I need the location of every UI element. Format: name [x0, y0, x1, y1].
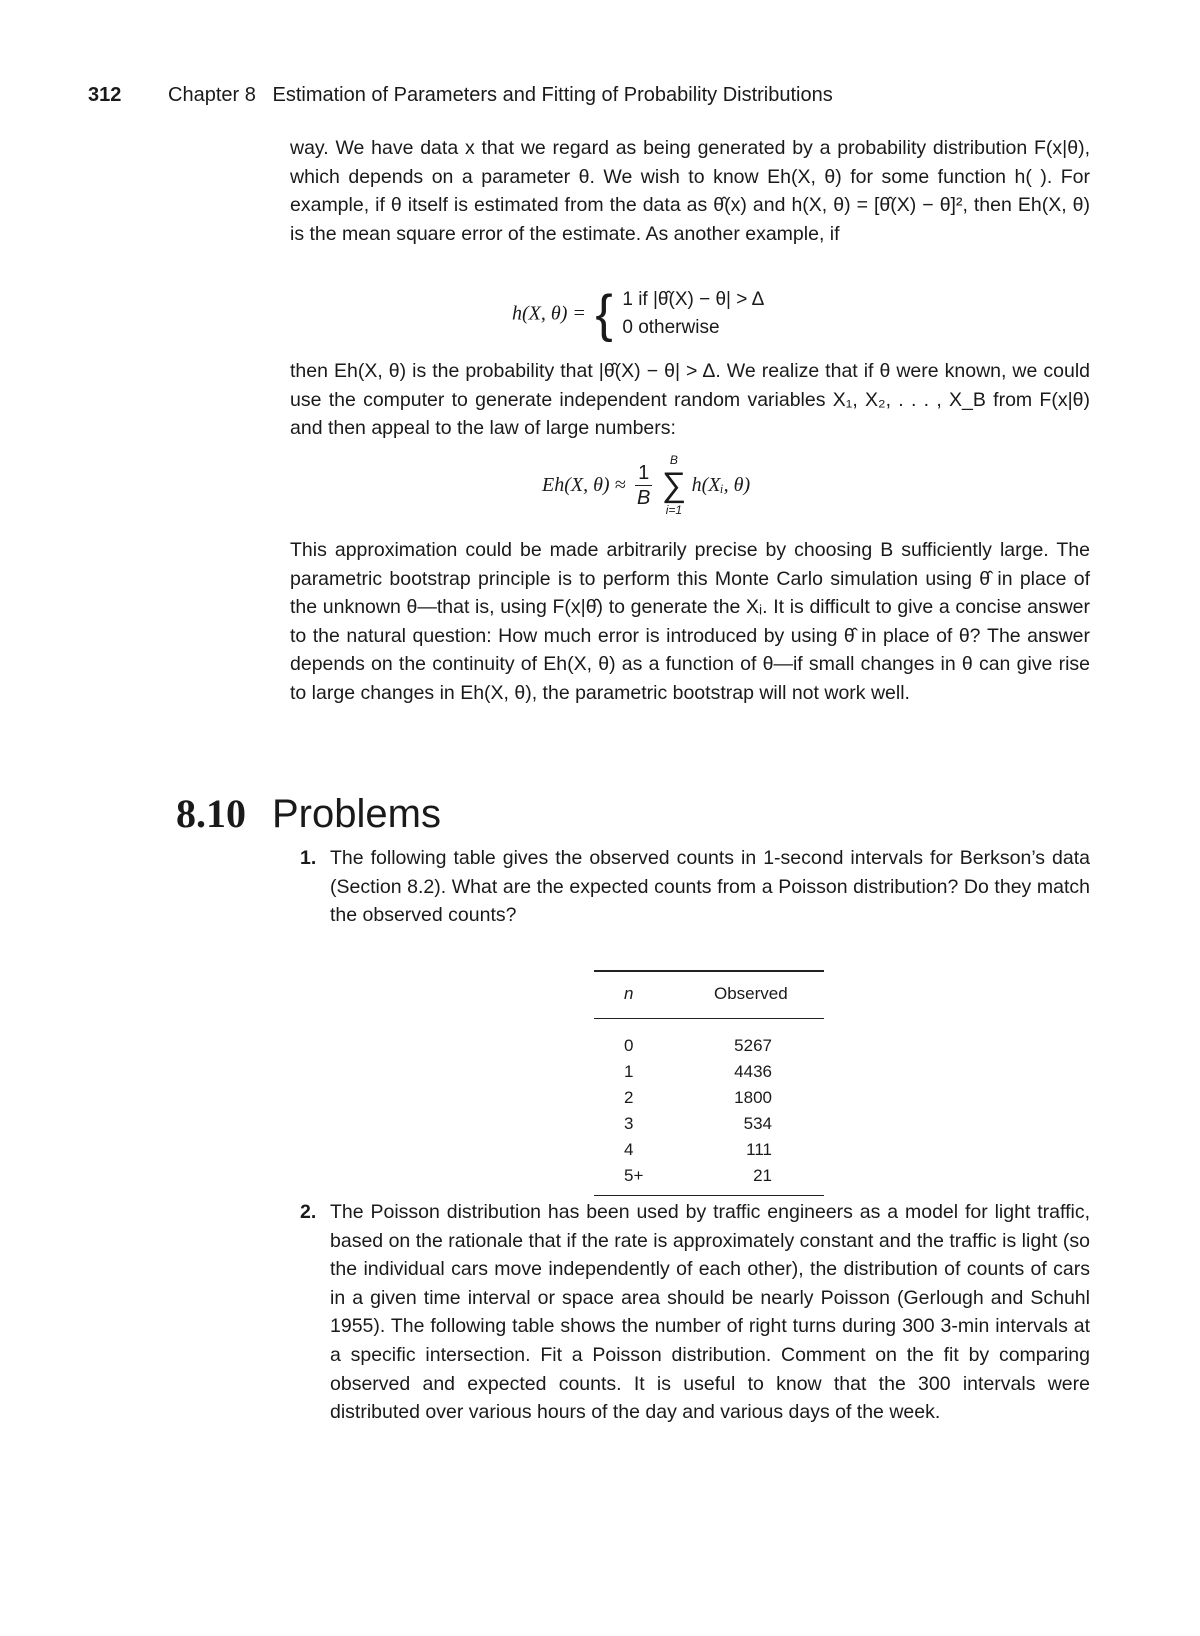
- eq1-cases: [622, 286, 764, 342]
- table-cell: 0: [624, 1036, 634, 1055]
- intro-text-2: then Eh(X, θ) is the probability that |θ̂(X) − θ| > Δ. We realize that if θ were known, we could use the computer to generate independent random variables X₁, X₂, . . . , X_B from F(x|θ) and then appeal to the law of large numbers:: [290, 360, 1090, 440]
- section-number: 8.10: [176, 791, 246, 836]
- observed-counts-table: [594, 970, 824, 1196]
- table-cell: 1800: [734, 1088, 772, 1107]
- equation-cases: [512, 284, 764, 344]
- table-row: [594, 1059, 824, 1085]
- eq2-fraction: [635, 461, 652, 510]
- running-header: [88, 84, 1080, 107]
- problem-text: The following table gives the observed counts in 1-second intervals for Berkson’s data (Section 8.2). What are the expected counts from a Poisson distribution? Do they match the observed counts?: [330, 847, 1090, 927]
- problem-number: 1.: [300, 847, 317, 869]
- table-cell: 111: [746, 1140, 772, 1159]
- eq2-rhs: h(Xᵢ, θ): [691, 473, 751, 496]
- problem-1: [300, 844, 1090, 930]
- table-row: [594, 1019, 824, 1060]
- table-row: [594, 1137, 824, 1163]
- problem-number: 2.: [300, 1201, 317, 1223]
- table-header-observed: Observed: [714, 984, 788, 1003]
- eq2-sum-bottom: i=1: [665, 503, 683, 517]
- table-cell: 5+: [624, 1166, 644, 1185]
- eq1-case-1: 1 if |θ̂(X) − θ| > Δ: [622, 289, 765, 310]
- section-heading: [176, 790, 441, 837]
- intro-paragraph-2: [290, 357, 1090, 443]
- eq2-sum-top: B: [669, 453, 678, 467]
- table-cell: 5267: [734, 1036, 772, 1055]
- page-number: 312: [88, 84, 122, 106]
- table-row: [594, 1163, 824, 1196]
- sigma-symbol: ∑: [661, 466, 687, 504]
- section-title: Problems: [272, 792, 441, 836]
- eq2-frac-den: B: [637, 486, 651, 509]
- eq2-frac-num: 1: [635, 461, 652, 486]
- table-header-n: n: [624, 984, 634, 1003]
- intro-text-1: way. We have data x that we regard as being generated by a probability distribution F(x|θ), which depends on a parameter θ. We wish to know Eh(X, θ) for some function h( ). For example, if θ itself is estimated from the data as θ̂(x) and h(X, θ) = [θ̂(X) − θ]², then Eh(X, θ) is the mean square error of the estimate. As another example, if: [290, 137, 1090, 245]
- table-cell: 4436: [734, 1062, 772, 1081]
- table-cell: 2: [624, 1088, 634, 1107]
- table-header-row: [594, 971, 824, 1019]
- table-cell: 534: [743, 1114, 772, 1133]
- intro-paragraph-1: [290, 134, 1090, 248]
- eq1-case-2: 0 otherwise: [622, 317, 720, 338]
- table-row: [594, 1085, 824, 1111]
- table-row: [594, 1111, 824, 1137]
- table-cell: 4: [624, 1140, 634, 1159]
- eq1-lhs: h(X, θ) =: [512, 302, 586, 325]
- table-cell: 1: [624, 1062, 634, 1081]
- eq2-sum: [662, 452, 686, 518]
- problem-text: The Poisson distribution has been used by traffic engineers as a model for light traffic, based on the rationale that if the rate is approximately constant and the traffic is light (so the individual cars move independently of each other), the distribution of counts of cars in a given time interval or space area should be nearly Poisson (Gerlough and Schuhl 1955). The following table shows the number of right turns during 300 3-min intervals at a specific intersection. Fit a Poisson distribution. Comment on the fit by comparing observed and expected counts. It is useful to know that the 300 intervals were distributed over various hours of the day and various days of the week.: [330, 1201, 1090, 1424]
- eq2-lhs: Eh(X, θ) ≈: [542, 473, 626, 496]
- intro-text-3: This approximation could be made arbitrarily precise by choosing B sufficiently large. The parametric bootstrap principle is to perform this Monte Carlo simulation using θ̂ in place of the unknown θ—that is, using F(x|θ̂) to generate the Xᵢ. It is difficult to give a concise answer to the natural question: How much error is introduced by using θ̂ in place of θ? The answer depends on the continuity of Eh(X, θ) as a function of θ—if small changes in θ can give rise to large changes in Eh(X, θ), the parametric bootstrap will not work well.: [290, 539, 1090, 704]
- table-cell: 21: [753, 1166, 772, 1185]
- equation-sum: [542, 452, 750, 518]
- intro-paragraph-3: [290, 536, 1090, 708]
- running-title: Chapter 8 Estimation of Parameters and Fitting of Probability Distributions: [168, 84, 833, 106]
- table-cell: 3: [624, 1114, 634, 1133]
- left-brace: {: [595, 285, 613, 343]
- problem-2: [300, 1198, 1090, 1427]
